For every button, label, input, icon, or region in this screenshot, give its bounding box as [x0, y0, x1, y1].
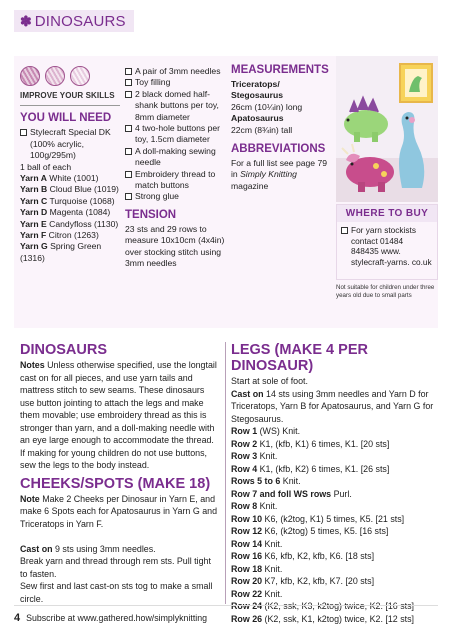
yarn-amount: 1 ball of each — [20, 161, 72, 172]
supply-item: Embroidery thread to match buttons — [125, 169, 225, 192]
legs-heading: LEGS (MAKE 4 PER DINOSAUR) — [231, 342, 368, 374]
pattern-row: Row 22 Knit. — [231, 588, 283, 599]
yarn-ball-icon — [20, 66, 40, 86]
measurement-value: 22cm (8¾in) tall — [231, 124, 293, 135]
checkbox-icon — [20, 129, 27, 136]
pattern-row: Row 2 K1, (kfb, K1) 6 times, K1. [20 sts] — [231, 438, 390, 449]
cheeks-step: Sew first and last cast-on sts tog to make a small circle. — [20, 581, 213, 604]
measurement-value: 26cm (10¼in) long — [231, 101, 303, 112]
skill-level-indicator — [20, 66, 120, 86]
measurements-heading: MEASUREMENTS — [231, 64, 329, 76]
checkbox-icon — [125, 125, 132, 132]
checkbox-icon — [125, 91, 132, 98]
requirements-column — [20, 66, 120, 264]
cheeks-step: Break yarn and thread through rem sts. Pull tight to fasten. — [20, 556, 211, 579]
safety-note: Not suitable for children under three years old due to small parts — [336, 284, 435, 299]
pattern-row: Row 20 K7, kfb, K2, kfb, K7. [20 sts] — [231, 576, 375, 586]
section-title: DINOSAURS — [34, 12, 126, 30]
footer-rule — [14, 605, 438, 606]
yarn-ball-icon — [70, 66, 90, 86]
tension-heading: TENSION — [125, 208, 177, 221]
page-number: 4 — [14, 612, 21, 624]
supply-item: A doll-making sewing needle — [125, 146, 225, 169]
checkbox-icon — [125, 79, 132, 86]
supply-item: Strong glue — [125, 191, 225, 202]
legs-intro: Start at sole of foot. — [231, 376, 308, 386]
pattern-row: Row 8 Knit. — [231, 501, 278, 511]
pattern-row: Row 18 Knit. — [231, 563, 283, 574]
tension-text: 23 sts and 29 rows to measure 10x10cm (4x4in) over stocking stitch using 3mm needles — [125, 223, 225, 269]
checkbox-icon — [125, 171, 132, 178]
pattern-row: Row 3 Knit. — [231, 451, 278, 461]
yarn-ball-icon — [45, 66, 65, 86]
supply-item: 2 black domed half-shank buttons per toy, 8mm diameter — [125, 89, 225, 123]
you-will-need-heading: YOU WILL NEED — [20, 112, 112, 125]
yarn-list — [20, 173, 120, 264]
legs-cast-on: Cast on 14 sts using 3mm needles and Yarn D for Triceratops, Yarn B for Apatosaurus, and Yarn G for Stegosaurus. — [231, 388, 434, 424]
dinosaur-toys-photo — [336, 56, 438, 202]
flower-icon: ✽ — [20, 12, 32, 29]
yarn-item: Yarn G Spring Green (1316) — [20, 241, 102, 263]
section-tab — [14, 10, 134, 32]
dinosaurs-heading: DINOSAURS — [20, 342, 108, 358]
yarn-item: Yarn E Candyfloss (1130) — [20, 218, 119, 229]
pattern-row: Rows 5 to 6 Knit. — [231, 476, 301, 486]
abbreviations-heading: ABBREVIATIONS — [231, 143, 326, 156]
pattern-row: Row 26 (K2, ssk, K1, k2tog) twice, K2. [12 sts] — [231, 613, 414, 624]
cheeks-heading: CHEEKS/SPOTS (MAKE 18) — [20, 475, 211, 492]
cheeks-note: Note Make 2 Cheeks per Dinosaur in Yarn E, and make 6 Spots each for Apatosaurus in Yarn G and Triceratops in Yarn F. — [20, 493, 218, 529]
measurement-label: Apatosaurus — [231, 113, 284, 124]
yarn-item: Yarn D Magenta (1084) — [20, 207, 111, 218]
yarn-item: Yarn B Cloud Blue (1019) — [20, 184, 119, 195]
supply-item: A pair of 3mm needles — [125, 66, 225, 77]
pattern-row: Row 10 K6, (k2tog, K1) 5 times, K5. [21 sts] — [231, 513, 405, 524]
supply-item: Toy filling — [125, 77, 225, 88]
page-footer — [14, 612, 207, 624]
checkbox-icon — [341, 227, 348, 234]
yarn-brand: Stylecraft Special DK (100% acrylic, 100g/295m) — [20, 127, 120, 161]
where-to-buy-box — [336, 204, 438, 280]
checkbox-icon — [125, 148, 132, 155]
column-divider — [225, 342, 226, 604]
pattern-row: Row 1 (WS) Knit. — [231, 426, 301, 436]
pattern-row: Row 4 K1, (kfb, K2) 6 times, K1. [26 sts] — [231, 463, 390, 474]
where-to-buy-text: For yarn stockists contact 01484 848435 www. stylecraft-yarns. co.uk — [337, 222, 437, 267]
pattern-row: Row 7 and foll WS rows Purl. — [231, 488, 352, 499]
supplies-column — [125, 66, 225, 270]
yarn-item: Yarn A White (1001) — [20, 173, 99, 184]
skill-level-label: IMPROVE YOUR SKILLS — [20, 90, 120, 106]
abbreviations-text: For a full list see page 79 in Simply Knitting magazine — [231, 158, 328, 191]
pattern-row: Row 16 K6, kfb, K2, kfb, K6. [18 sts] — [231, 551, 375, 561]
yarn-item: Yarn F Citron (1263) — [20, 230, 99, 241]
dinosaurs-instructions — [20, 342, 220, 605]
supply-item: 4 two-hole buttons per toy, 1.5cm diameter — [125, 123, 225, 146]
measurement-label: Triceratops/ Stegosaurus — [231, 79, 284, 101]
checkbox-icon — [125, 193, 132, 200]
subscribe-text: Subscribe at www.gathered.how/simplyknitting — [26, 613, 208, 623]
notes-paragraph: Notes Unless otherwise specified, use the longtail cast on for all pieces, and use yarn tails and mattress stitch to sew seams. These dinosaurs use button jointing to attach the legs and make them movable; use embroidery thread as this is stronger than yarn, and a doll-making needle with an eye large enough to accommodate the thread. If making for young children do not use buttons, sew the legs to the body instead. — [20, 360, 217, 470]
pattern-row: Row 24 (K2, ssk, K3, k2tog) twice, K2. [16 sts] — [231, 601, 414, 611]
pattern-row: Row 12 K6, (k2tog) 5 times, K5. [16 sts] — [231, 526, 389, 536]
yarn-item: Yarn C Turquoise (1068) — [20, 195, 115, 206]
checkbox-icon — [125, 68, 132, 75]
legs-instructions — [231, 342, 439, 625]
pattern-row: Row 14 Knit. — [231, 538, 283, 549]
where-to-buy-heading: WHERE TO BUY — [337, 205, 437, 222]
cheeks-cast-on: Cast on 9 sts using 3mm needles. — [20, 543, 156, 554]
measurements-column — [231, 64, 329, 192]
